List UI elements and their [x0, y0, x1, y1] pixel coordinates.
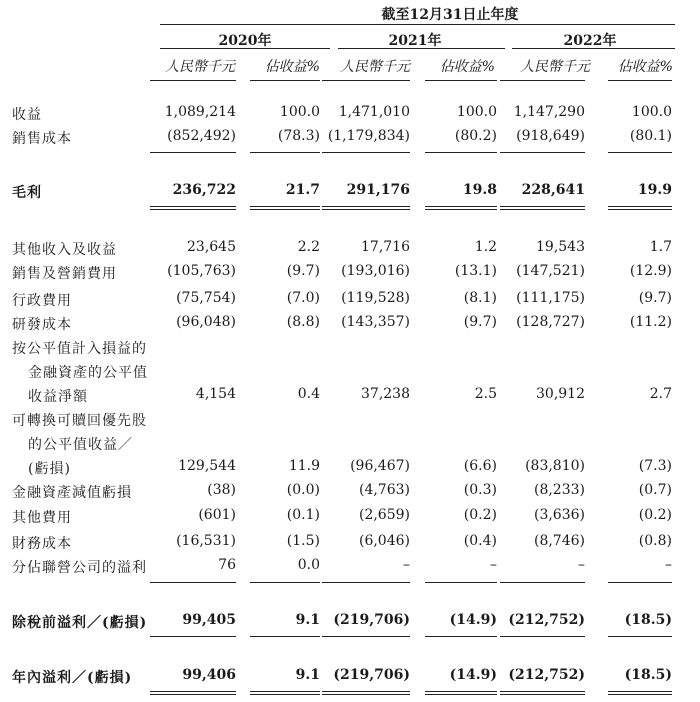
table-cell: (0.1): [286, 507, 320, 523]
table-cell: 100.0: [631, 104, 672, 120]
table-cell: 100.0: [456, 104, 497, 120]
underline-rule: [250, 206, 320, 207]
currency-header-2020: 人民幣千元: [165, 59, 235, 75]
table-cell: (78.3): [277, 128, 320, 144]
table-cell: (111,175): [516, 290, 585, 306]
table-cell: (128,727): [516, 314, 585, 330]
table-cell: 4,154: [195, 386, 236, 402]
percent-header-2021: 佔收益%: [439, 59, 495, 75]
row-label: 的公平值收益／: [28, 437, 133, 453]
underline-rule: [250, 152, 320, 153]
table-cell: 9.1: [295, 612, 320, 628]
table-cell: 1,147,290: [513, 104, 585, 120]
row-label: 研發成本: [12, 317, 72, 333]
row-label: 銷售及營銷費用: [12, 266, 117, 282]
table-cell: 2.7: [649, 386, 672, 402]
table-cell: (18.5): [624, 612, 672, 628]
table-cell: –: [665, 557, 672, 573]
table-cell: (0.2): [638, 507, 672, 523]
table-cell: (16,531): [176, 533, 236, 549]
row-label: 行政費用: [12, 293, 72, 309]
table-cell: 76: [218, 557, 236, 573]
underline-rule: [608, 694, 672, 695]
table-cell: 1,471,010: [338, 104, 410, 120]
table-cell: 0.0: [297, 557, 320, 573]
table-cell: 19.9: [637, 182, 672, 198]
table-cell: (4,763): [358, 482, 410, 498]
underline-rule: [322, 691, 410, 692]
table-cell: (7.0): [286, 290, 320, 306]
table-cell: 19,543: [536, 239, 585, 255]
underline-rule: [425, 209, 497, 210]
table-cell: (14.9): [449, 667, 497, 683]
table-cell: (0.3): [463, 482, 497, 498]
header-rule: [608, 80, 672, 81]
table-cell: (6.6): [463, 458, 497, 474]
underline-rule: [250, 209, 320, 210]
underline-rule: [608, 691, 672, 692]
table-cell: (13.1): [454, 263, 497, 279]
underline-rule: [322, 209, 410, 210]
underline-rule: [500, 691, 585, 692]
table-cell: (0.8): [638, 533, 672, 549]
year-2020-header: 2020年: [218, 33, 272, 49]
percent-header-2020: 佔收益%: [264, 59, 320, 75]
table-cell: (8.1): [463, 290, 497, 306]
table-cell: (11.2): [629, 314, 672, 330]
underline-rule: [250, 582, 320, 583]
underline-rule: [150, 582, 236, 583]
table-cell: 228,641: [521, 182, 585, 198]
table-cell: (3,636): [533, 507, 585, 523]
table-cell: 100.0: [279, 104, 320, 120]
underline-rule: [608, 152, 672, 153]
underline-rule: [425, 694, 497, 695]
table-cell: (14.9): [449, 612, 497, 628]
underline-rule: [500, 636, 585, 637]
table-cell: 9.1: [295, 667, 320, 683]
table-cell: (96,467): [350, 458, 410, 474]
table-cell: (2,659): [358, 507, 410, 523]
table-cell: (212,752): [508, 667, 585, 683]
underline-rule: [500, 694, 585, 695]
currency-header-2021: 人民幣千元: [340, 59, 410, 75]
table-cell: 19.8: [462, 182, 497, 198]
table-cell: (9.7): [638, 290, 672, 306]
period-header: 截至12月31日止年度: [381, 7, 519, 23]
percent-header-2022: 佔收益%: [617, 59, 673, 75]
underline-rule: [322, 582, 410, 583]
table-cell: 17,716: [361, 239, 410, 255]
table-cell: 37,238: [361, 386, 410, 402]
header-rule: [150, 80, 236, 81]
table-cell: (38): [207, 482, 236, 498]
table-cell: (1.5): [286, 533, 320, 549]
row-label: 財務成本: [12, 536, 72, 552]
table-cell: (918,649): [516, 128, 585, 144]
underline-rule: [322, 152, 410, 153]
table-cell: (8,746): [533, 533, 585, 549]
header-rule: [425, 80, 497, 81]
table-cell: –: [578, 557, 585, 573]
header-rule: [500, 80, 585, 81]
row-label: 金融資產的公平值: [28, 365, 148, 381]
table-cell: 0.4: [297, 386, 320, 402]
table-cell: (105,763): [167, 263, 236, 279]
table-cell: (9.7): [463, 314, 497, 330]
year-group-rule: [512, 48, 675, 49]
table-cell: (80.1): [629, 128, 672, 144]
table-cell: (219,706): [333, 612, 410, 628]
year-group-rule: [338, 48, 505, 49]
row-label: 金融資產減值虧損: [12, 485, 132, 501]
row-label: 毛利: [12, 185, 42, 201]
table-cell: 2.2: [297, 239, 320, 255]
table-cell: (852,492): [167, 128, 236, 144]
underline-rule: [500, 152, 585, 153]
table-cell: (143,357): [341, 314, 410, 330]
underline-rule: [608, 206, 672, 207]
year-2022-header: 2022年: [563, 33, 617, 49]
underline-rule: [150, 636, 236, 637]
table-cell: (601): [198, 507, 236, 523]
row-label: 分佔聯營公司的溢利: [12, 560, 147, 576]
underline-rule: [425, 636, 497, 637]
period-rule: [160, 24, 675, 25]
year-group-rule: [160, 48, 330, 49]
table-cell: 11.9: [288, 458, 320, 474]
table-cell: (147,521): [516, 263, 585, 279]
underline-rule: [500, 209, 585, 210]
underline-rule: [250, 691, 320, 692]
table-cell: 1,089,214: [164, 104, 236, 120]
table-cell: (0.0): [286, 482, 320, 498]
table-cell: –: [403, 557, 410, 573]
underline-rule: [425, 691, 497, 692]
table-cell: (80.2): [454, 128, 497, 144]
header-rule: [250, 80, 320, 81]
table-cell: 129,544: [178, 458, 236, 474]
table-cell: (75,754): [176, 290, 236, 306]
row-label: 可轉換可贖回優先股: [12, 413, 147, 429]
row-label: 收益淨額: [28, 389, 88, 405]
underline-rule: [425, 206, 497, 207]
underline-rule: [608, 209, 672, 210]
underline-rule: [322, 694, 410, 695]
table-cell: 236,722: [172, 182, 236, 198]
table-cell: (12.9): [629, 263, 672, 279]
underline-rule: [500, 206, 585, 207]
underline-rule: [150, 694, 236, 695]
table-cell: (83,810): [525, 458, 585, 474]
row-label: 其他費用: [12, 510, 72, 526]
table-cell: 291,176: [346, 182, 410, 198]
underline-rule: [150, 691, 236, 692]
table-cell: 23,645: [187, 239, 236, 255]
table-cell: (96,048): [176, 314, 236, 330]
table-cell: 2.5: [474, 386, 497, 402]
table-cell: 1.7: [649, 239, 672, 255]
underline-rule: [322, 206, 410, 207]
table-cell: (212,752): [508, 612, 585, 628]
table-cell: (7.3): [638, 458, 672, 474]
underline-rule: [322, 636, 410, 637]
table-cell: (0.2): [463, 507, 497, 523]
table-cell: (0.7): [638, 482, 672, 498]
table-cell: 99,405: [182, 612, 236, 628]
row-label: 銷售成本: [12, 131, 72, 147]
table-cell: (8.8): [286, 314, 320, 330]
table-cell: 21.7: [285, 182, 320, 198]
underline-rule: [500, 582, 585, 583]
table-cell: (18.5): [624, 667, 672, 683]
table-cell: (193,016): [341, 263, 410, 279]
row-label: (虧損): [28, 461, 71, 477]
row-label: 年內溢利／(虧損): [12, 670, 133, 686]
row-label: 按公平值計入損益的: [12, 341, 147, 357]
table-cell: (9.7): [286, 263, 320, 279]
row-label: 其他收入及收益: [12, 242, 117, 258]
row-label: 除稅前溢利／(虧損): [12, 615, 148, 631]
underline-rule: [425, 152, 497, 153]
underline-rule: [425, 582, 497, 583]
row-label: 收益: [12, 107, 42, 123]
underline-rule: [250, 694, 320, 695]
table-cell: (0.4): [463, 533, 497, 549]
underline-rule: [150, 206, 236, 207]
table-cell: 1.2: [474, 239, 497, 255]
underline-rule: [250, 636, 320, 637]
currency-header-2022: 人民幣千元: [520, 59, 590, 75]
table-cell: (1,179,834): [327, 128, 410, 144]
table-cell: –: [490, 557, 497, 573]
table-cell: (8,233): [533, 482, 585, 498]
underline-rule: [150, 152, 236, 153]
underline-rule: [608, 582, 672, 583]
underline-rule: [608, 636, 672, 637]
table-cell: (219,706): [333, 667, 410, 683]
table-cell: 30,912: [536, 386, 585, 402]
underline-rule: [150, 209, 236, 210]
table-cell: (6,046): [358, 533, 410, 549]
table-cell: 99,406: [182, 667, 236, 683]
table-cell: (119,528): [341, 290, 410, 306]
header-rule: [322, 80, 410, 81]
year-2021-header: 2021年: [388, 33, 442, 49]
